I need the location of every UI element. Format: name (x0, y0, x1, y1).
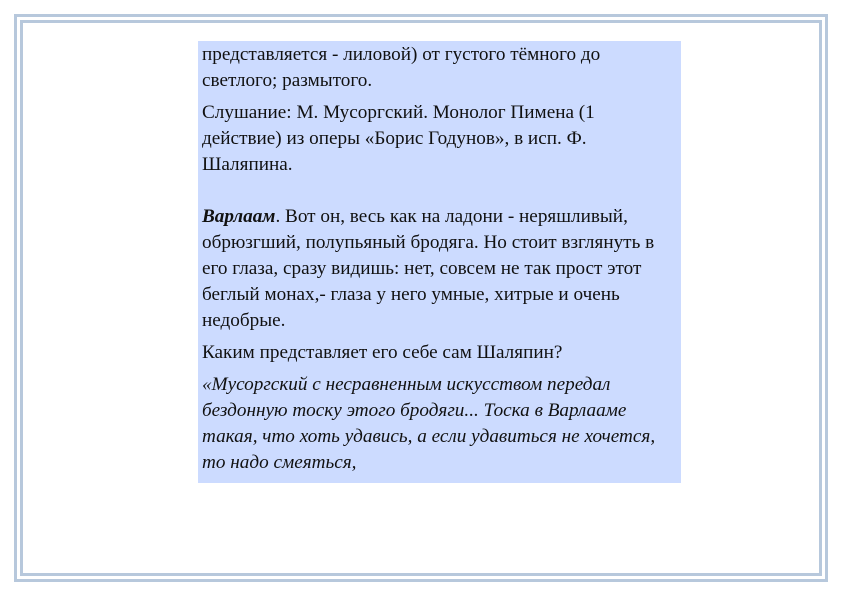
paragraph-question: Каким представляет его себе сам Шаляпин? (202, 342, 563, 363)
paragraph-color-description: представляется - лиловой) от густого тёмного до светлого; размытого. (202, 44, 601, 91)
paragraph-quote: «Мусоргский с несравненным искусством передал бездонную тоску этого бродяги... Тоска в Варлааме такая, что хоть удавись, а если удавиться не хочется, то надо смеяться, (202, 374, 656, 473)
paragraph-varlaam (202, 204, 677, 334)
text-box (198, 41, 681, 483)
character-name-varlaam: Варлаам (202, 206, 276, 227)
paragraph-listening: Слушание: М. Мусоргский. Монолог Пимена (1 действие) из оперы «Борис Годунов», в исп. Ф. Шаляпина. (202, 102, 595, 175)
paragraph-varlaam-text: . Вот он, весь как на ладони - неряшливый, обрюзгший, полупьяный бродяга. Но стоит взглянуть в его глаза, сразу видишь: нет, совсем не так прост этот беглый монах,- глаза у него умные, хитрые и очень недобрые. (202, 206, 655, 331)
